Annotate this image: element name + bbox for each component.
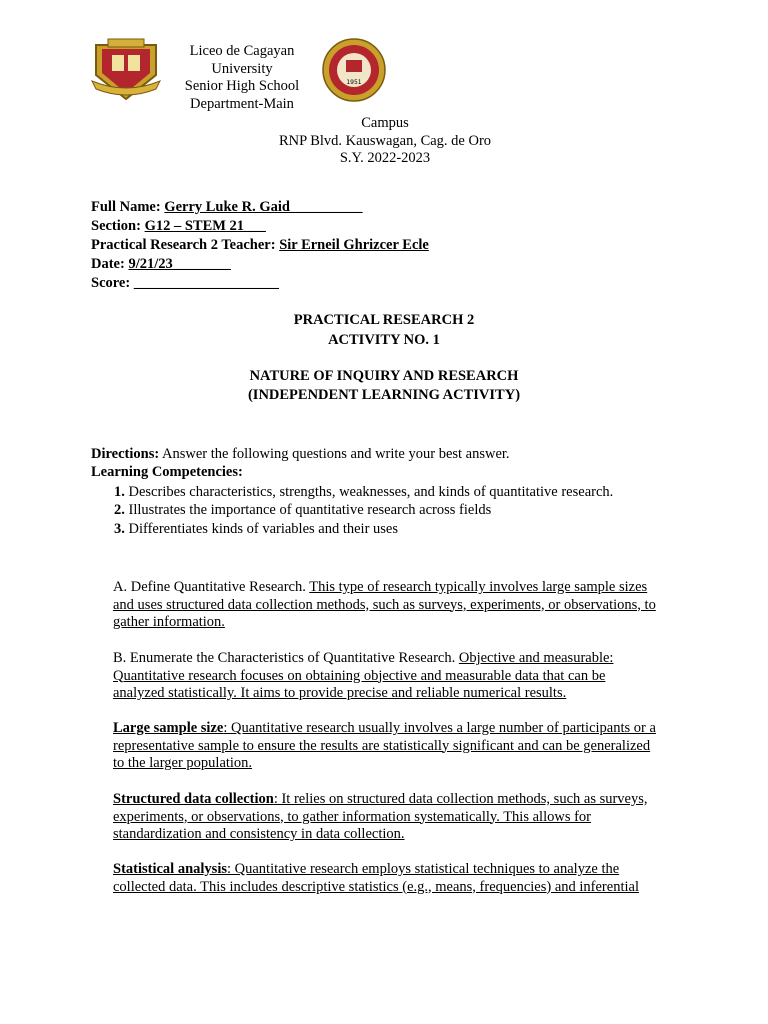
answer-a xyxy=(113,579,683,632)
answer-text: analyzed statistically. It aims to provide precise and reliable numerical results. xyxy=(113,685,567,701)
answer-text: collected data. This includes descriptive statistics (e.g., means, frequencies) and inferential xyxy=(113,878,639,895)
school-name-block xyxy=(170,43,314,113)
directions-label: Directions: xyxy=(91,446,160,462)
answer-b xyxy=(113,650,683,703)
directions xyxy=(91,446,691,464)
school-line: Senior High School xyxy=(184,78,300,94)
address-line: RNP Blvd. Kauswagan, Cag. de Oro xyxy=(278,132,492,149)
address-line: S.Y. 2022-2023 xyxy=(339,150,431,166)
competency-number: 2. xyxy=(114,502,125,518)
characteristic-large-sample xyxy=(113,720,683,773)
teacher-label: Practical Research 2 Teacher: xyxy=(91,237,276,253)
answer-text: representative sample to ensure the results are statistically significant and can be generalized xyxy=(113,737,651,754)
date-label: Date: xyxy=(91,256,125,272)
answer-text: gather information. xyxy=(113,614,225,630)
answer-text: experiments, or observations, to gather information systematically. This allows for xyxy=(113,808,591,825)
characteristic-heading: Statistical analysis xyxy=(113,861,227,877)
competencies-label: Learning Competencies: xyxy=(91,464,243,480)
school-line: University xyxy=(211,60,273,77)
answer-text: to the larger population. xyxy=(113,755,253,771)
competency-text: Describes characteristics, strengths, weaknesses, and kinds of quantitative research. xyxy=(124,484,614,500)
competency-text: Illustrates the importance of quantitative research across fields xyxy=(124,502,492,518)
date-value: 9/21/23________ xyxy=(128,256,231,272)
characteristic-statistical-analysis xyxy=(113,861,683,896)
answer-text: : Quantitative research employs statistical techniques to analyze the xyxy=(227,861,620,877)
answer-text: : It relies on structured data collection methods, such as surveys, xyxy=(273,791,648,807)
competency-item xyxy=(114,502,491,520)
competency-text: Differentiates kinds of variables and their uses xyxy=(124,521,399,537)
score-row xyxy=(91,275,591,294)
answer-text: Quantitative research focuses on obtaining objective and measurable data that can be xyxy=(113,667,606,684)
score-value: ____________________ xyxy=(133,275,279,291)
question-a: A. Define Quantitative Research. xyxy=(113,579,310,595)
date-row xyxy=(91,256,591,275)
school-line: Liceo de Cagayan xyxy=(189,43,295,59)
answer-text: This type of research typically involves large sample sizes xyxy=(309,579,648,595)
university-crest-logo xyxy=(90,35,162,101)
answer-text: and uses structured data collection methods, such as surveys, experiments, or observations, to xyxy=(113,596,656,613)
characteristic-structured-data xyxy=(113,791,683,844)
characteristic-heading: Large sample size xyxy=(113,720,224,736)
characteristic-heading: Structured data collection xyxy=(113,791,274,807)
activity-title xyxy=(184,312,584,404)
answer-text: Objective and measurable: xyxy=(458,650,614,666)
competency-item xyxy=(114,521,398,539)
title-line: (INDEPENDENT LEARNING ACTIVITY) xyxy=(247,386,521,403)
title-line: NATURE OF INQUIRY AND RESEARCH xyxy=(249,368,519,384)
school-seal-logo xyxy=(320,38,388,102)
teacher-value: Sir Erneil Ghrizcer Ecle xyxy=(279,237,429,253)
address-line: Campus xyxy=(361,115,409,131)
name-value: Gerry Luke R. Gaid__________ xyxy=(164,199,363,215)
teacher-row xyxy=(91,237,591,256)
seal-year: 1951 xyxy=(346,79,362,86)
address-block xyxy=(230,115,540,168)
school-line: Department-Main xyxy=(190,95,294,112)
title-line: ACTIVITY NO. 1 xyxy=(328,331,440,348)
score-label: Score: xyxy=(91,275,131,291)
answer-text: standardization and consistency in data collection. xyxy=(113,826,405,842)
name-label: Full Name: xyxy=(91,199,161,215)
name-row xyxy=(91,199,591,218)
section-label: Section: xyxy=(91,218,141,234)
answer-text: : Quantitative research usually involves a large number of participants or a xyxy=(223,720,656,736)
section-row xyxy=(91,218,591,237)
competency-item xyxy=(114,484,613,502)
title-line: PRACTICAL RESEARCH 2 xyxy=(293,312,475,328)
competency-number: 3. xyxy=(114,521,125,537)
section-value: G12 – STEM 21___ xyxy=(144,218,266,234)
directions-text: Answer the following questions and write your best answer. xyxy=(159,446,510,462)
question-b: B. Enumerate the Characteristics of Quantitative Research. xyxy=(113,650,459,666)
competency-number: 1. xyxy=(114,484,125,500)
student-info xyxy=(91,199,591,294)
